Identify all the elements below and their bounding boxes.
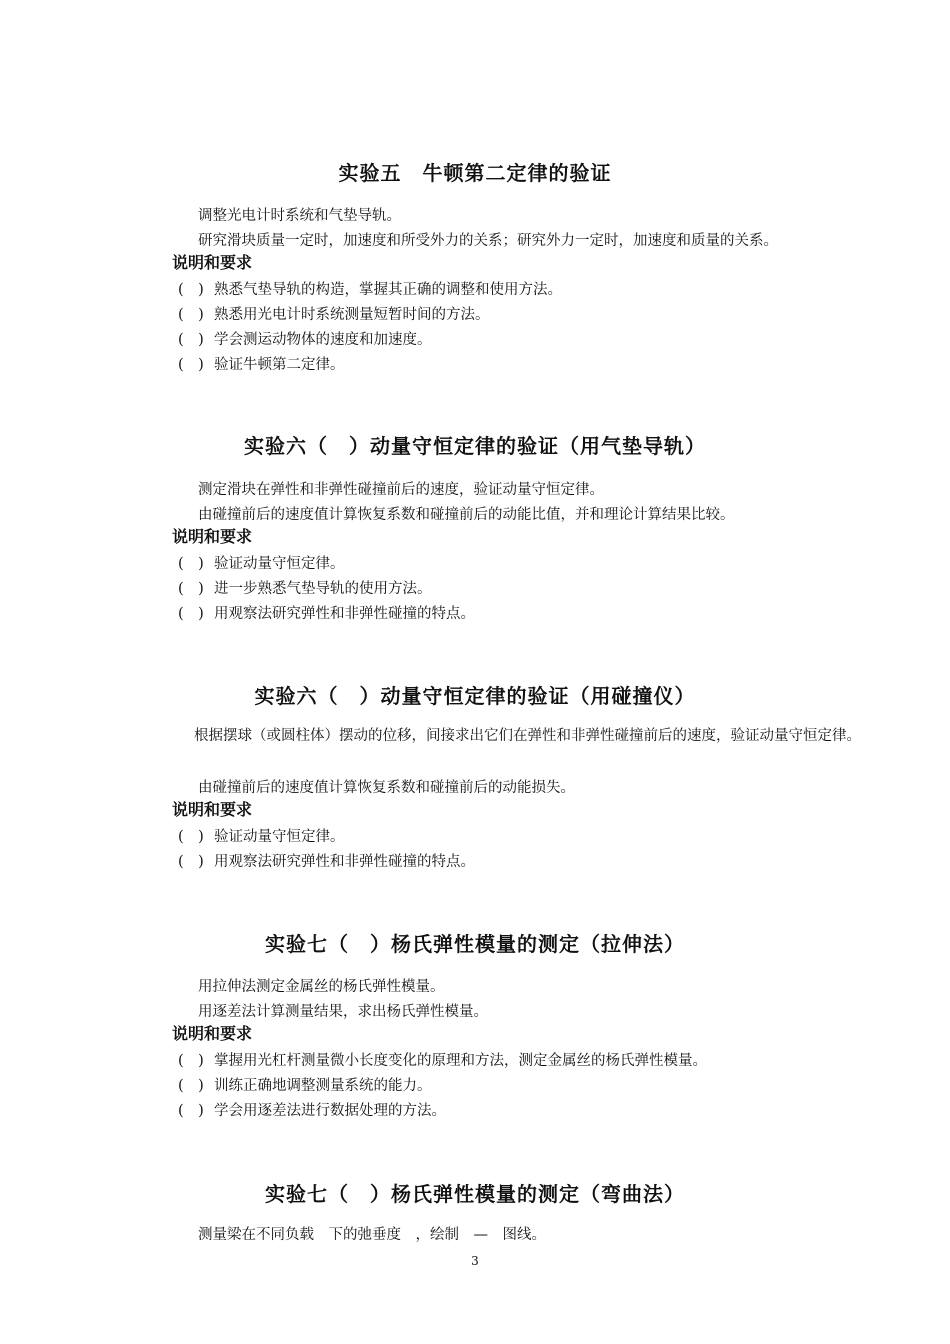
item-text: 训练正确地调整测量系统的能力。 <box>214 1078 432 1094</box>
item-text: 用观察法研究弹性和非弹性碰撞的特点。 <box>214 606 475 622</box>
paragraph: 研究滑块质量一定时，加速度和所受外力的关系；研究外力一定时，加速度和质量的关系。 <box>198 233 778 249</box>
list-item <box>178 552 345 573</box>
item-bracket: ( ) <box>178 1103 204 1119</box>
item-text: 用观察法研究弹性和非弹性碰撞的特点。 <box>214 854 475 870</box>
list-item <box>178 1099 446 1120</box>
requirements-heading: 说明和要求 <box>172 800 253 819</box>
item-bracket: ( ) <box>178 1078 204 1094</box>
item-text: 熟悉用光电计时系统测量短暂时间的方法。 <box>214 307 490 323</box>
item-bracket: ( ) <box>178 307 204 323</box>
list-item <box>178 1074 432 1095</box>
item-bracket: ( ) <box>178 854 204 870</box>
item-bracket: ( ) <box>178 829 204 845</box>
paragraph: 测定滑块在弹性和非弹性碰撞前后的速度，验证动量守恒定律。 <box>198 482 604 498</box>
list-item <box>178 602 475 623</box>
list-item <box>178 353 345 374</box>
list-item <box>178 850 475 871</box>
list-item <box>178 1049 707 1070</box>
item-bracket: ( ) <box>178 332 204 348</box>
item-bracket: ( ) <box>178 282 204 298</box>
requirements-heading: 说明和要求 <box>172 527 253 546</box>
paragraph: 用逐差法计算测量结果，求出杨氏弹性模量。 <box>198 1004 488 1020</box>
requirements-heading: 说明和要求 <box>172 253 253 272</box>
section-title: 实验七（ ）杨氏弹性模量的测定（弯曲法） <box>265 1182 685 1206</box>
paragraph: 根据摆球（或圆柱体）摆动的位移，间接求出它们在弹性和非弹性碰撞前后的速度，验证动量守恒定律。 <box>194 728 861 744</box>
item-text: 学会用逐差法进行数据处理的方法。 <box>214 1103 446 1119</box>
item-text: 验证动量守恒定律。 <box>214 829 345 845</box>
paragraph: 用拉伸法测定金属丝的杨氏弹性模量。 <box>198 979 445 995</box>
list-item <box>178 303 490 324</box>
section-title: 实验七（ ）杨氏弹性模量的测定（拉伸法） <box>265 932 685 956</box>
paragraph: 测量梁在不同负载 下的弛垂度 ，绘制 — 图线。 <box>198 1227 546 1243</box>
page-number: 3 <box>471 1254 479 1268</box>
item-bracket: ( ) <box>178 1053 204 1069</box>
item-text: 学会测运动物体的速度和加速度。 <box>214 332 432 348</box>
section-title: 实验五 牛顿第二定律的验证 <box>338 161 612 185</box>
item-bracket: ( ) <box>178 556 204 572</box>
paragraph: 由碰撞前后的速度值计算恢复系数和碰撞前后的动能损失。 <box>198 780 575 796</box>
item-bracket: ( ) <box>178 357 204 373</box>
item-text: 进一步熟悉气垫导轨的使用方法。 <box>214 581 432 597</box>
section-title: 实验六（ ）动量守恒定律的验证（用碰撞仪） <box>254 684 696 708</box>
paragraph: 调整光电计时系统和气垫导轨。 <box>198 208 401 224</box>
list-item <box>178 825 345 846</box>
section-title: 实验六（ ）动量守恒定律的验证（用气垫导轨） <box>244 434 706 458</box>
item-bracket: ( ) <box>178 606 204 622</box>
item-text: 验证牛顿第二定律。 <box>214 357 345 373</box>
paragraph: 由碰撞前后的速度值计算恢复系数和碰撞前后的动能比值，并和理论计算结果比较。 <box>198 507 735 523</box>
item-bracket: ( ) <box>178 581 204 597</box>
requirements-heading: 说明和要求 <box>172 1024 253 1043</box>
list-item <box>178 328 432 349</box>
item-text: 掌握用光杠杆测量微小长度变化的原理和方法，测定金属丝的杨氏弹性模量。 <box>214 1053 707 1069</box>
list-item <box>178 278 562 299</box>
list-item <box>178 577 432 598</box>
item-text: 验证动量守恒定律。 <box>214 556 345 572</box>
item-text: 熟悉气垫导轨的构造，掌握其正确的调整和使用方法。 <box>214 282 562 298</box>
